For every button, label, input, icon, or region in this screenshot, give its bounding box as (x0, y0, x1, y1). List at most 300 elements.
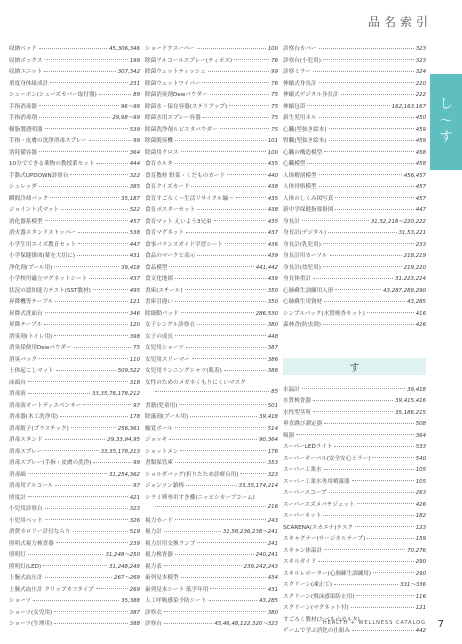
entry-name: 人体骨格模型 (283, 184, 317, 190)
entry-page: 70,276 (407, 547, 426, 554)
leader-dots (313, 71, 414, 72)
index-tab[interactable] (430, 74, 462, 170)
entry-page: 31,52,218〜220,222 (370, 218, 426, 225)
index-entry (9, 458, 140, 470)
entry-name: 照明灯 (9, 552, 26, 558)
index-entry (145, 343, 278, 355)
index-entry (9, 562, 140, 574)
entry-name: スクリーン(凍止て) (283, 582, 333, 588)
entry-name: 心臓(型抜き絵本) (283, 126, 327, 133)
index-entry (145, 619, 278, 631)
leader-dots (70, 174, 127, 175)
leader-dots (175, 427, 266, 428)
entry-page: 323 (267, 471, 278, 478)
index-entry (283, 546, 426, 558)
entry-page: 263 (415, 490, 426, 496)
leader-dots (78, 232, 128, 233)
entry-name: スキルガイド (283, 559, 317, 565)
leader-dots (28, 473, 107, 474)
leader-dots (319, 48, 414, 49)
entry-name: 除細動パッド (145, 310, 179, 317)
entry-page: 458 (415, 161, 426, 167)
entry-page: 100 (267, 149, 278, 156)
index-entry (145, 562, 278, 574)
entry-name: ジョイント式マット (9, 207, 60, 213)
entry-name: 食育教材 野菜・くだものカード (145, 172, 226, 179)
index-entry (145, 309, 278, 321)
entry-page: 75 (133, 345, 140, 351)
index-entry (145, 550, 278, 562)
entry-name: 書庫引違い (145, 299, 173, 305)
index-entry (283, 194, 426, 206)
index-entry (9, 585, 140, 597)
leader-dots (329, 128, 414, 129)
entry-name: 昇降機等テーブル (9, 299, 54, 305)
entry-name: 診察衣 (145, 609, 162, 616)
index-entry (145, 240, 278, 252)
entry-name: 除菌水・保存容器(ステリアップ) (145, 103, 228, 110)
entry-page: 43,285 (407, 299, 426, 305)
index-entry (283, 56, 426, 68)
index-entry (9, 539, 140, 551)
leader-dots (203, 117, 269, 118)
entry-page: 31,56,236,238〜241 (222, 529, 278, 535)
entry-name: 消費カロリー計付ならり (9, 529, 71, 535)
leader-dots (319, 174, 402, 175)
entry-page: 85 (271, 389, 278, 395)
entry-page: 75 (271, 115, 278, 121)
entry-page: 256,361 (117, 425, 140, 432)
index-entry (283, 67, 426, 79)
entry-name: 除菌水用スプレー容器 (145, 115, 201, 121)
entry-name: 食育マグネット (145, 230, 185, 236)
entry-page: 39,418 (259, 414, 278, 420)
index-entry (283, 309, 426, 321)
index-entry (9, 343, 140, 355)
section-header-su: す (283, 358, 426, 375)
index-entry (283, 136, 426, 148)
entry-name: 収納ボックス (9, 57, 43, 64)
index-entry (283, 79, 426, 91)
leader-dots (324, 151, 414, 152)
leader-dots (210, 94, 270, 95)
index-entry (145, 435, 278, 447)
entry-name: 水質検査器 (283, 398, 311, 404)
entry-page: 45,46,48,122,320〜323 (214, 621, 278, 627)
entry-page: 35,187 (121, 195, 140, 202)
leader-dots (175, 519, 266, 520)
leader-dots (28, 554, 104, 555)
entry-name: 視力計 (145, 529, 162, 535)
entry-name: スクリーン(飛沫感染防止用) (283, 593, 355, 600)
index-entry (145, 102, 278, 114)
index-entry (283, 159, 426, 171)
entry-page: 380 (267, 609, 278, 616)
entry-name: 消臭採便用Dewパウダー (9, 345, 72, 351)
entry-page: 222 (415, 92, 426, 98)
leader-dots (155, 506, 266, 507)
entry-page: 243 (267, 517, 278, 524)
leader-dots (318, 561, 413, 562)
entry-page: 431 (267, 586, 278, 593)
leader-dots (210, 588, 265, 589)
entry-name: 状況の認知能力テスト(SST教材) (9, 287, 91, 294)
entry-name: 食品のマークと表示 (145, 253, 196, 259)
entry-name: 照度計 (9, 494, 26, 501)
leader-dots (39, 151, 128, 152)
index-entry (283, 286, 426, 298)
leader-dots (45, 128, 128, 129)
index-entry (283, 557, 426, 569)
entry-page: 99 (133, 138, 140, 144)
entry-page: 105 (415, 478, 426, 485)
leader-dots (357, 503, 414, 504)
leader-dots (372, 457, 413, 458)
entry-name: 人体解剖模型 (283, 172, 317, 179)
index-entry (145, 136, 278, 148)
entry-page: 35,186,215 (395, 409, 426, 416)
entry-name: 手指消毒剤 (9, 115, 37, 121)
leader-dots (302, 388, 405, 389)
leader-dots (373, 572, 414, 573)
entry-name: 垂直跳び測定器 (283, 421, 323, 427)
entry-page: 438 (267, 184, 278, 190)
leader-dots (202, 82, 269, 83)
index-column-3 (283, 44, 426, 638)
entry-page: 350 (267, 299, 278, 305)
index-entry (145, 148, 278, 160)
entry-page: 457 (415, 184, 426, 190)
entry-name: 視力カード (145, 517, 173, 524)
entry-page: 43,287,289,290 (383, 287, 426, 294)
entry-page: 241 (267, 540, 278, 547)
entry-name: 食育すごろく〜生活リサイクル編〜 (145, 195, 234, 202)
index-entry (145, 470, 278, 482)
leader-dots (367, 538, 413, 539)
index-entry (9, 228, 140, 240)
entry-name: 照明灯(LED) (9, 563, 42, 570)
catalog-name: HEALTH + WELLNESS CATALOG (322, 620, 426, 626)
entry-name: スーパーLEDライト (283, 444, 333, 450)
entry-name: スーパー工業水専用噴霧器 (283, 478, 350, 485)
entry-name: 水性型茎所 (283, 409, 311, 416)
index-entry (145, 481, 278, 493)
leader-dots (54, 611, 128, 612)
entry-page: 426 (415, 501, 426, 508)
entry-page: 31,248〜250 (105, 552, 140, 558)
entry-name: 樹脂製透明器 (9, 126, 43, 133)
entry-name: 女児用スリーマー (145, 356, 190, 363)
index-entry (283, 228, 426, 240)
entry-page: 39,418 (121, 264, 140, 271)
index-entry (283, 297, 426, 309)
entry-page: 457 (129, 218, 140, 225)
entry-name: 除菌洗浄剤ルビスタパウダー (145, 126, 218, 133)
entry-name: 新生児用ネル (283, 115, 317, 121)
leader-dots (56, 370, 116, 371)
entry-page: 509,522 (117, 368, 140, 374)
index-entry (283, 125, 426, 137)
index-entry (283, 465, 426, 477)
leader-dots (73, 531, 128, 532)
leader-dots (175, 462, 266, 463)
leader-dots (319, 117, 414, 118)
index-entry (283, 102, 426, 114)
entry-page: 426 (415, 322, 426, 328)
entry-name: 歯列見本模型 (145, 575, 179, 581)
index-entry (283, 592, 426, 604)
entry-page: 435 (267, 161, 278, 167)
leader-dots (197, 255, 265, 256)
entry-name: 身長計(幼児用) (283, 264, 321, 271)
entry-name: 水温計 (283, 386, 300, 393)
leader-dots (329, 140, 414, 141)
leader-dots (74, 347, 132, 348)
leader-dots (93, 462, 131, 463)
entry-page: 199 (129, 57, 140, 64)
entry-page: 459 (415, 138, 426, 144)
entry-page: 97 (133, 483, 140, 489)
page-number: 7 (437, 619, 444, 630)
entry-name: 女児用ショーツ (145, 345, 184, 351)
entry-page: 110 (129, 356, 140, 363)
entry-page: 323 (415, 57, 426, 64)
entry-name: ゲームで学ぶ消化の仕組み (283, 628, 351, 634)
leader-dots (169, 439, 257, 440)
entry-name: 10分でできる薬物の教授業セット (9, 161, 95, 167)
entry-name: 消毒スプレー (9, 448, 43, 455)
entry-page: 159 (415, 536, 426, 542)
index-entry (9, 608, 140, 620)
index-entry (9, 470, 140, 482)
index-entry (9, 125, 140, 137)
index-entry (145, 205, 278, 217)
entry-name: 手指・皮膚の洗浄消毒スプレー (9, 138, 88, 144)
index-entry (283, 419, 426, 431)
index-entry (283, 274, 426, 286)
entry-name: 診察台 (145, 621, 162, 627)
entry-name: スキャグナー(サージカルテープ) (283, 536, 366, 542)
entry-name: 歯列見本シート 低学年用 (145, 586, 209, 593)
leader-dots (96, 588, 128, 589)
index-tab-char: す (439, 130, 453, 146)
index-entry (145, 504, 278, 516)
entry-name: 床頭台 (9, 379, 26, 386)
leader-dots (164, 531, 221, 532)
entry-page: 220 (415, 80, 426, 87)
entry-name: 伸縮包帯 (283, 103, 306, 110)
leader-dots (60, 416, 128, 417)
index-entry (145, 608, 278, 620)
leader-dots (93, 289, 128, 290)
entry-name: 上腕式血圧計 クリップカフタイプ (9, 586, 94, 593)
entry-name: 心肺蘇生用資材 (283, 299, 323, 305)
entry-name: 心臓模型 (283, 161, 306, 167)
entry-page: 116 (415, 593, 426, 600)
index-entry (145, 355, 278, 367)
entry-name: 小児用診察台 (9, 506, 43, 512)
entry-name: 昇降式洗面台 (9, 310, 43, 317)
entry-name: 診察台カバー (283, 46, 317, 52)
leader-dots (313, 278, 393, 279)
index-entry (145, 44, 278, 56)
leader-dots (181, 312, 254, 313)
leader-dots (45, 577, 112, 578)
entry-name: シンプルパック(水質検査キット) (283, 310, 365, 317)
entry-page: 323 (415, 46, 426, 52)
entry-name: 身長計(乳児用) (283, 241, 321, 248)
entry-name: 伸縮式身長計 (283, 80, 317, 87)
index-list-su (283, 385, 426, 638)
index-entry (283, 454, 426, 466)
entry-page: 45,306,346 (109, 46, 140, 52)
entry-name: 食育マット えいよう3兄弟 (145, 218, 212, 225)
leader-dots (45, 508, 128, 509)
index-entry (9, 251, 140, 263)
leader-dots (324, 469, 414, 470)
entry-name: 身長計 (283, 218, 300, 225)
entry-page: 290 (415, 559, 426, 565)
entry-name: 上体起こしマット (9, 368, 54, 374)
entry-page: 538 (129, 230, 140, 236)
entry-page: 182 (415, 513, 426, 519)
entry-name: 小学校用磁立マグネットシート (9, 276, 88, 282)
index-entry (9, 79, 140, 91)
leader-dots (179, 404, 265, 405)
entry-name: ショルダバッグ(折りたため診療台用) (145, 471, 239, 478)
entry-name: 人体のしくみ図写真 (283, 195, 334, 202)
index-entry (283, 44, 426, 56)
entry-name: 身長計用カーソル (283, 253, 328, 259)
entry-name: 小学保健掛図(薬を大切に) (9, 253, 75, 259)
entry-page: 123 (415, 524, 426, 531)
leader-dots (367, 312, 414, 313)
entry-page: 75 (271, 103, 278, 110)
index-entry (9, 297, 140, 309)
leader-dots (323, 266, 402, 267)
entry-name: 小学生用エイズ教育セット (9, 241, 77, 248)
leader-dots (175, 278, 266, 279)
leader-dots (39, 186, 128, 187)
entry-name: 消臭剤(トイレ用) (9, 333, 53, 340)
entry-page: 514 (267, 425, 278, 432)
entry-name: 女子シングル診察衣 (145, 322, 195, 328)
entry-page: 33,35,174,214 (238, 483, 278, 489)
entry-page: 33,35,178,213 (100, 448, 140, 455)
entry-name: 書類保管庫 (145, 460, 173, 466)
index-entry (283, 251, 426, 263)
leader-dots (89, 140, 131, 141)
leader-dots (319, 82, 414, 83)
entry-page: 508 (415, 421, 426, 427)
entry-page: 386 (267, 356, 278, 363)
index-entry (283, 396, 426, 408)
index-entry (9, 90, 140, 102)
entry-page: 178 (129, 414, 140, 420)
entry-name: 照明式視力検査器 (9, 540, 54, 547)
leader-dots (324, 423, 414, 424)
index-entry (145, 320, 278, 332)
index-entry (145, 228, 278, 240)
entry-page: 456,457 (403, 172, 426, 179)
entry-name: 消毒綿 (9, 471, 26, 478)
entry-page: 444 (129, 161, 140, 167)
entry-name: 森林香(防虫剤) (283, 322, 321, 328)
entry-name: 消化器系模型 (9, 218, 43, 225)
entry-name: スクリーン(マグネット付) (283, 605, 349, 611)
entry-page: 387 (267, 345, 278, 351)
entry-name: 食文化地図 (145, 276, 173, 282)
entry-page: 318 (129, 379, 140, 386)
index-entry (9, 113, 140, 125)
entry-name: 女児用ランニングシャツ(肌着) (145, 368, 222, 374)
entry-name: 消毒スタンド (9, 437, 43, 443)
index-entry (283, 500, 426, 512)
entry-page: 448 (267, 333, 278, 340)
leader-dots (335, 209, 413, 210)
entry-page: 450 (415, 115, 426, 121)
leader-dots (240, 473, 265, 474)
index-entry (145, 263, 278, 275)
leader-dots (227, 174, 266, 175)
leader-dots (56, 542, 128, 543)
index-entry (9, 550, 140, 562)
page-title: 品名索引 (367, 15, 432, 29)
entry-page: 216 (267, 504, 278, 510)
entry-name: 食育ポスターセット (145, 207, 196, 213)
index-entry (145, 596, 278, 608)
entry-name: 身長計(デジタル) (283, 230, 327, 236)
index-entry (145, 332, 278, 344)
leader-dots (96, 163, 127, 164)
index-entry (9, 435, 140, 447)
leader-dots (191, 186, 265, 187)
leader-dots (352, 630, 414, 631)
leader-dots (330, 255, 402, 256)
leader-dots (45, 312, 128, 313)
leader-dots (329, 492, 414, 493)
entry-page: 76 (271, 80, 278, 87)
index-entry (9, 366, 140, 378)
entry-name: 除菌ウェットティッシュ (145, 69, 206, 75)
leader-dots (33, 600, 119, 601)
leader-dots (335, 197, 413, 198)
index-entry (9, 67, 140, 79)
entry-name: ショーツ(生理用) (9, 621, 53, 627)
index-entry (9, 182, 140, 194)
index-entry (145, 125, 278, 137)
entry-page: 121 (129, 299, 140, 305)
entry-name: 消毒用アルコール (9, 483, 54, 489)
entry-page: 431 (129, 253, 140, 259)
index-entry (145, 458, 278, 470)
entry-page: 438 (267, 207, 278, 213)
leader-dots (55, 301, 127, 302)
index-entry (9, 56, 140, 68)
index-entry (145, 585, 278, 597)
entry-page: 39,418 (407, 386, 426, 393)
entry-page: 533 (415, 444, 426, 450)
leader-dots (192, 358, 266, 359)
entry-page: 442 (415, 628, 426, 634)
leader-dots (181, 577, 266, 578)
entry-page: 447 (129, 241, 140, 248)
leader-dots (71, 427, 116, 428)
entry-name: 触覚ボール (145, 425, 173, 432)
leader-dots (180, 450, 265, 451)
index-entry (9, 217, 140, 229)
entry-name: 診察台(小児用) (283, 57, 321, 64)
